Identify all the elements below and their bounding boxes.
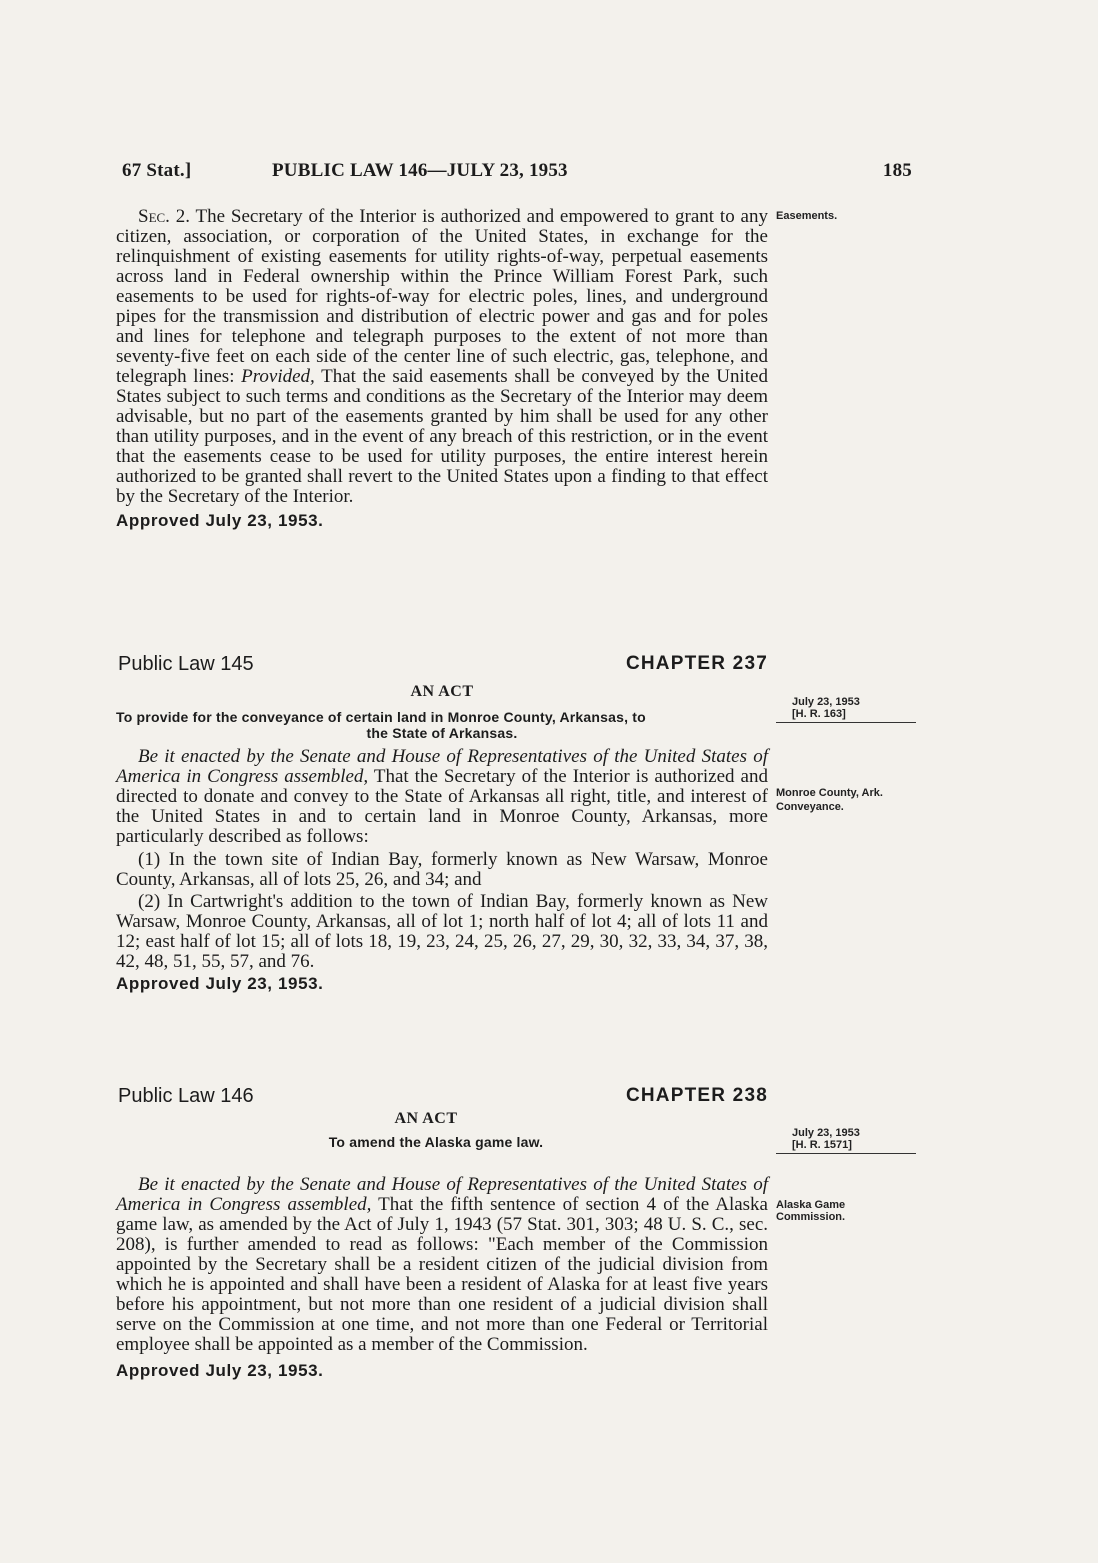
an-act-heading: AN ACT: [394, 1110, 458, 1127]
margin-note-easements: Easements.: [776, 210, 838, 222]
public-law-number: Public Law 145: [118, 653, 254, 675]
approval-line: Approved July 23, 1953.: [116, 974, 324, 993]
an-act-heading: AN ACT: [410, 683, 474, 700]
purpose-line-1: To provide for the conveyance of certain land in Monroe County, Arkansas, to: [116, 709, 646, 725]
act-purpose: [116, 709, 768, 741]
volume-citation: 67 Stat.]: [122, 160, 192, 181]
enacting-clause: Be it enacted by the Senate and House of Representatives of the United States of America in Congress assembled,: [116, 1174, 768, 1215]
margin-note-law-145-date: [776, 696, 916, 723]
running-head: [122, 160, 912, 188]
bill-number: [H. R. 163]: [792, 708, 846, 720]
law-146-body: [116, 1175, 768, 1381]
purpose-line-2: the State of Arkansas.: [366, 725, 518, 741]
law-145-heading: [118, 653, 768, 679]
section-2-body-1: The Secretary of the Interior is authorized and empowered to grant to any citizen, association, or corporation of the United States, in exchange for the relinquishment of existing easements for utility rights-of-way, perpetual easements across land in Federal ownership within the Prince William Forest Park, such easements to be used for rights-of-way for electric poles, lines, and underground pipes for the transmission and distribution of electric power and gas and for poles and lines for telephone and telegraph purposes to the extent of not more than seventy-five feet on each side of the center line of such electric, gas, telephone, and telegraph lines:: [116, 206, 768, 387]
law-146-heading: [118, 1085, 768, 1111]
approval-line: Approved July 23, 1953.: [116, 511, 324, 530]
list-item: (1) In the town site of Indian Bay, formerly known as New Warsaw, Monroe County, Arkansas, all of lots 25, 26, and 34; and: [116, 849, 768, 890]
approval-line: Approved July 23, 1953.: [116, 1361, 324, 1380]
margin-note-monroe: [776, 787, 916, 813]
enactment-date: July 23, 1953: [792, 1127, 860, 1139]
section-2-paragraph: [116, 207, 768, 507]
bill-number: [H. R. 1571]: [792, 1139, 852, 1151]
enacting-clause: Be it enacted by the Senate and House of Representatives of the United States of America in Congress assembled,: [116, 746, 768, 787]
section-label: Sec. 2.: [138, 206, 191, 227]
law-145-body: [116, 747, 768, 994]
monroe-county-note: Monroe County, Ark.: [776, 787, 883, 799]
law-145-text: That the Secretary of the Interior is authorized and directed to donate and convey to the State of Arkansas all right, title, and interest of the United States in and to certain land in Monroe County, Arkansas, more particularly described as follows:: [116, 766, 768, 847]
enacting-paragraph: [116, 747, 768, 847]
act-purpose: To amend the Alaska game law.: [328, 1134, 544, 1150]
law-146-text: That the fifth sentence of section 4 of the Alaska game law, as amended by the Act of July 1, 1943 (57 Stat. 301, 303; 48 U. S. C., sec. 208), is further amended to read as follows: "Each member of the Commission appointed by the Secretary shall be a resident citizen of the judicial division from which he is appointed and shall have been a resident of Alaska for at least five years before his appointment, but not more than one resident of a judicial division shall serve on the Commission at one time, and not more than one Federal or Territorial employee shall be appointed as a member of the Commission.: [116, 1194, 768, 1355]
public-law-number: Public Law 146: [118, 1085, 254, 1107]
enactment-date: July 23, 1953: [792, 696, 860, 708]
list-item: (2) In Cartwright's addition to the town of Indian Bay, formerly known as New Warsaw, Monroe County, Arkansas, all of lot 1; north half of lot 4; all of lots 11 and 12; east half of lot 15; all of lots 18, 19, 23, 24, 25, 26, 27, 29, 30, 32, 33, 34, 37, 38, 42, 48, 51, 55, 57, and 76.: [116, 891, 768, 972]
section-2-body-2: That the said easements shall be conveyed by the United States subject to such terms and conditions as the Secretary of the Interior may deem advisable, but no part of the easements granted by him shall be used for any other than utility purposes, and in the event of any breach of this restriction, or in the event that the easements cease to be used for utility purposes, the entire interest herein authorized to be granted shall revert to the United States upon a finding to that effect by the Secretary of the Interior.: [116, 366, 768, 507]
chapter-number: CHAPTER 238: [625, 1085, 768, 1106]
chapter-number: CHAPTER 237: [625, 653, 768, 674]
provided-clause: Provided,: [241, 366, 315, 387]
margin-note-alaska: Alaska Game Commission.: [776, 1199, 846, 1223]
page-title: PUBLIC LAW 146—JULY 23, 1953: [272, 160, 568, 181]
margin-note-law-146-date: [776, 1127, 916, 1154]
conveyance-note: Conveyance.: [776, 801, 844, 813]
section-2: [116, 207, 768, 531]
page-number: 185: [882, 160, 912, 181]
enacting-paragraph: [116, 1175, 768, 1355]
